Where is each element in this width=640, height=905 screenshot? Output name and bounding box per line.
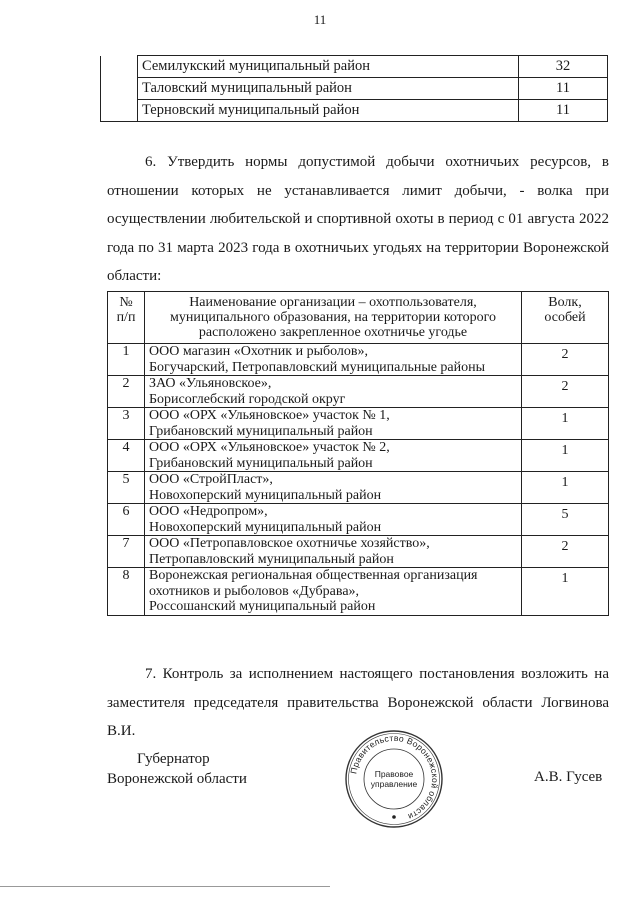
- official-seal: [344, 729, 444, 829]
- row-name-line: Петропавловский муниципальный район: [149, 551, 394, 567]
- row-name-line: ООО «СтройПласт»,: [149, 472, 273, 487]
- row-name-line: ООО «ОРХ «Ульяновское» участок № 2,: [149, 440, 390, 455]
- row-num: 3: [108, 408, 145, 440]
- table-row: [108, 536, 609, 568]
- district-value: 11: [519, 78, 608, 100]
- row-value: 1: [522, 440, 609, 472]
- table-row: [108, 504, 609, 536]
- seal-center-line2: управление: [370, 779, 418, 789]
- seal-star-icon: [392, 815, 396, 819]
- paragraph-6: 6. Утвердить нормы допустимой добычи охотничьих ресурсов, в отношении которых не устанавливается лимит добычи, - волка при осуществлении любительской и спортивной охоты в период с 01 августа 2022 года по 31 марта 2023 года в охотничьих угодьях на территории Воронежской области:: [107, 154, 609, 284]
- table-row: [101, 100, 608, 122]
- row-name: [145, 376, 522, 408]
- row-name-line: Грибановский муниципальный район: [149, 423, 373, 439]
- header-num: № п/п: [108, 292, 145, 344]
- row-num: 7: [108, 536, 145, 568]
- table-row: [108, 440, 609, 472]
- seal-ring-text: Правительство Воронежской области: [348, 732, 441, 823]
- row-num: 6: [108, 504, 145, 536]
- table-header-row: [108, 292, 609, 344]
- district-name: Таловский муниципальный район: [138, 78, 519, 100]
- row-num: 5: [108, 472, 145, 504]
- table-row: [108, 376, 609, 408]
- page-number: 11: [313, 12, 327, 27]
- signatory-name: А.В. Гусев: [534, 769, 603, 785]
- row-name-line: Новохоперский муниципальный район: [149, 487, 382, 503]
- table-row: [108, 472, 609, 504]
- signature-title: [107, 749, 247, 789]
- table-row: [108, 568, 609, 616]
- district-name: Семилукский муниципальный район: [138, 56, 519, 78]
- row-name: [145, 536, 522, 568]
- table-row: [108, 408, 609, 440]
- row-name-line: ЗАО «Ульяновское»,: [149, 376, 272, 391]
- row-name-line: охотников и рыболовов «Дубрава»,: [149, 583, 360, 599]
- row-name-line: ООО «ОРХ «Ульяновское» участок № 1,: [149, 408, 390, 423]
- row-name-line: Грибановский муниципальный район: [149, 455, 373, 471]
- continuation-table: [100, 55, 608, 122]
- row-name: [145, 472, 522, 504]
- row-name-line: Борисоглебский городской округ: [149, 391, 346, 407]
- district-value: 11: [519, 100, 608, 122]
- row-num: 1: [108, 344, 145, 376]
- paragraph-7: 7. Контроль за исполнением настоящего постановления возложить на заместителя председателя правительства Воронежской области Логвинова В.И.: [107, 666, 609, 739]
- row-value: 5: [522, 504, 609, 536]
- row-name-line: ООО магазин «Охотник и рыболов»,: [149, 344, 369, 359]
- table-row: [101, 78, 608, 100]
- row-name: [145, 408, 522, 440]
- row-num: 4: [108, 440, 145, 472]
- row-name-line: ООО «Недропром»,: [149, 504, 268, 519]
- row-value: 1: [522, 472, 609, 504]
- row-value: 2: [522, 376, 609, 408]
- signature-title-line1: Губернатор: [137, 751, 210, 767]
- row-value: 2: [522, 536, 609, 568]
- table-row: [101, 56, 608, 78]
- row-name-line: ООО «Петропавловское охотничье хозяйство»,: [149, 536, 430, 551]
- table-row: [108, 344, 609, 376]
- district-name: Терновский муниципальный район: [138, 100, 519, 122]
- row-value: 1: [522, 568, 609, 616]
- row-name: [145, 440, 522, 472]
- row-num: 2: [108, 376, 145, 408]
- row-name-line: Воронежская региональная общественная организация: [149, 568, 478, 583]
- wolf-quota-table: [107, 291, 609, 616]
- header-name: Наименование организации – охотпользователя, муниципального образования, на территории которого расположено закрепленное охотничье угодье: [145, 292, 522, 344]
- row-value: 2: [522, 344, 609, 376]
- row-value: 1: [522, 408, 609, 440]
- row-name: [145, 504, 522, 536]
- row-name-line: Богучарский, Петропавловский муниципальные районы: [149, 359, 486, 375]
- row-name: [145, 568, 522, 616]
- district-value: 32: [519, 56, 608, 78]
- bottom-rule: [0, 886, 330, 887]
- row-name-line: Новохоперский муниципальный район: [149, 519, 382, 535]
- header-value: Волк, особей: [522, 292, 609, 344]
- row-num: 8: [108, 568, 145, 616]
- blank-cell: [101, 56, 138, 122]
- row-name-line: Россошанский муниципальный район: [149, 599, 376, 614]
- signature-title-line2: Воронежской области: [107, 771, 247, 787]
- row-name: [145, 344, 522, 376]
- seal-center-line1: Правовое: [374, 769, 414, 779]
